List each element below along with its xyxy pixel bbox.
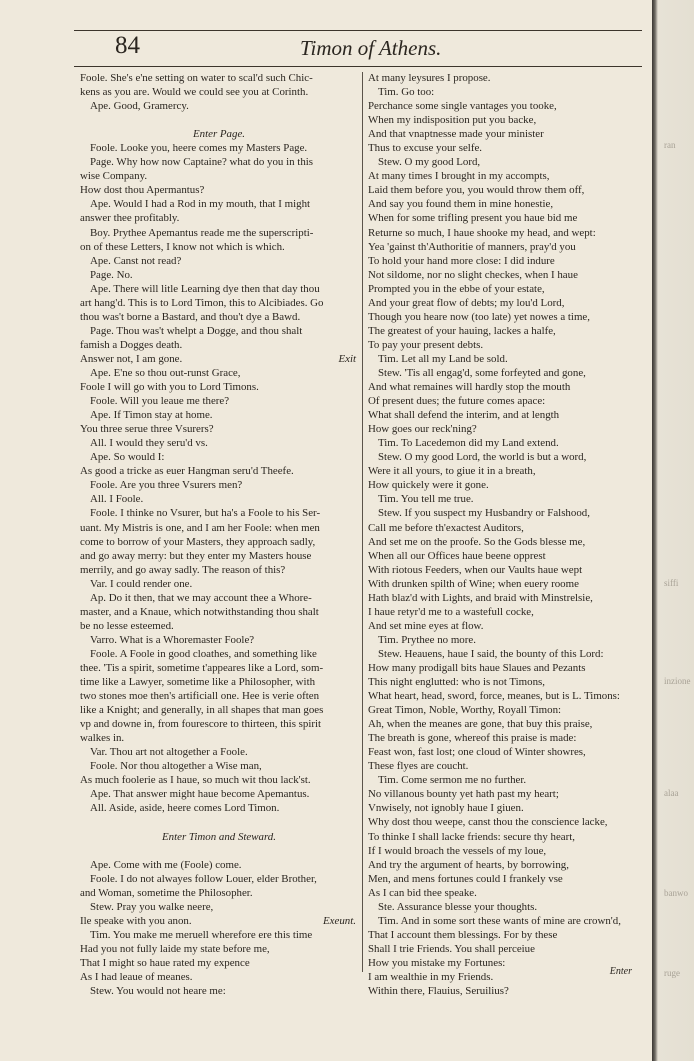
line-text: Thus to excuse your selfe. [368, 142, 483, 155]
text-line [80, 197, 358, 211]
text-line [80, 956, 358, 970]
text-line [368, 99, 640, 113]
line-text: These flyes are coucht. [368, 760, 469, 773]
text-line [80, 535, 358, 549]
line-text: At many times I brought in my accompts, [368, 170, 550, 183]
text-line [80, 85, 358, 99]
line-text: Foole. Looke you, heere comes my Masters Page. [90, 142, 308, 155]
line-text: merrily, and go away sadly. The reason of this? [80, 563, 286, 576]
text-line [368, 310, 640, 324]
line-text: I am wealthie in my Friends. [368, 971, 494, 983]
text-line [368, 366, 640, 380]
text-line [368, 422, 640, 436]
line-text: Tim. Let all my Land be sold. [378, 352, 508, 365]
text-line [80, 591, 358, 605]
line-text: Laid them before you, you would throw them off, [368, 184, 585, 197]
text-line [80, 815, 358, 829]
text-line [368, 464, 640, 478]
text-line [80, 183, 358, 197]
text-line [368, 85, 640, 99]
text-line [368, 703, 640, 717]
text-line [80, 549, 358, 563]
line-text: As good a tricke as euer Hangman seru'd Theefe. [80, 465, 294, 478]
line-text: Stew. Pray you walke neere, [90, 900, 214, 913]
text-line [368, 731, 640, 745]
line-text: I haue retyr'd me to a wastefull cocke, [368, 605, 534, 618]
line-text: on of these Letters, I know not which is which. [80, 240, 285, 253]
text-line [368, 787, 640, 801]
line-text: And that vnaptnesse made your minister [368, 128, 544, 141]
line-text: That I might so haue rated my expence [80, 956, 250, 969]
text-line [80, 464, 358, 478]
line-text: be no lesse esteemed. [80, 619, 174, 632]
text-line [368, 408, 640, 422]
text-line [80, 408, 358, 422]
text-line [80, 858, 358, 872]
line-text: That I account them blessings. For by these [368, 928, 558, 941]
text-line [368, 436, 640, 450]
exit-direction: Exeunt. [323, 914, 356, 927]
line-text: All. Aside, aside, heere comes Lord Timon. [90, 802, 280, 815]
line-text: Yea 'gainst th'Authoritie of manners, pray'd you [368, 240, 576, 253]
line-text: And set mine eyes at flow. [368, 619, 484, 632]
line-text: Foole I will go with you to Lord Timons. [80, 381, 259, 394]
text-line [368, 815, 640, 829]
line-text: At many leysures I propose. [368, 72, 491, 84]
line-text: Shall I trie Friends. You shall perceiue [368, 942, 535, 955]
text-line [80, 661, 358, 675]
text-line [368, 942, 640, 956]
text-line [80, 506, 358, 520]
text-line [80, 872, 358, 886]
line-text: Page. No. [90, 268, 133, 281]
text-line [368, 956, 640, 970]
text-line [368, 268, 640, 282]
text-line [80, 563, 358, 577]
text-line [368, 155, 640, 169]
text-line [80, 928, 358, 942]
line-text: Ape. There will litle Learning dye then that day thou [90, 282, 320, 295]
text-line [80, 282, 358, 296]
line-text: famish a Dogges death. [80, 338, 183, 351]
line-text: Though you heare now (too late) yet nowes a time, [368, 310, 590, 323]
line-text: Foole. Are you three Vsurers men? [90, 479, 243, 492]
text-line [80, 478, 358, 492]
text-line [80, 71, 358, 85]
text-line [80, 984, 358, 998]
line-text: Call me before th'exactest Auditors, [368, 521, 524, 534]
text-line [80, 647, 358, 661]
text-line [80, 577, 358, 591]
text-line [368, 352, 640, 366]
text-line [80, 619, 358, 633]
line-text: With riotous Feeders, when our Vaults haue wept [368, 563, 583, 576]
column-rule [362, 72, 363, 972]
line-text: Tim. Come sermon me no further. [378, 774, 527, 787]
line-text: Enter Timon and Steward. [162, 830, 276, 843]
line-text: Of present dues; the future comes apace: [368, 395, 546, 408]
line-text: Foole. I do not alwayes follow Louer, elder Brother, [90, 872, 317, 885]
line-text: Foole. Nor thou altogether a Wise man, [90, 760, 262, 773]
line-text: Perchance some single vantages you tooke, [368, 100, 557, 113]
catchword: Enter [609, 966, 632, 977]
show-through-text: banwo [664, 888, 688, 898]
line-text: Varro. What is a Whoremaster Foole? [90, 633, 255, 646]
text-line [368, 605, 640, 619]
line-text: Stew. You would not heare me: [90, 985, 226, 998]
line-text: Boy. Prythee Apemantus reade me the superscripti- [90, 226, 314, 239]
line-text: like a Knight; and generally, in all shapes that man goes [80, 704, 324, 717]
line-text: Ste. Assurance blesse your thoughts. [378, 900, 538, 913]
text-line [368, 689, 640, 703]
text-line [80, 240, 358, 254]
line-text: What shall defend the interim, and at length [368, 409, 560, 422]
text-line [80, 380, 358, 394]
line-text: Ape. Canst not read? [90, 254, 182, 267]
text-line [368, 450, 640, 464]
text-line [80, 352, 358, 366]
text-line [368, 858, 640, 872]
line-text: Page. Thou was't whelpt a Dogge, and thou shalt [90, 324, 303, 337]
text-line [80, 366, 358, 380]
text-line [80, 436, 358, 450]
line-text: Ile speake with you anon. [80, 914, 192, 927]
text-line [368, 647, 640, 661]
line-text: walkes in. [80, 732, 125, 745]
line-text: art hang'd. This is to Lord Timon, this to Alcibiades. Go [80, 296, 324, 309]
line-text: When all our Offices haue beene opprest [368, 549, 546, 562]
text-line [368, 801, 640, 815]
line-text: If I would broach the vessels of my loue, [368, 844, 547, 857]
header-bottom-rule [74, 66, 642, 67]
line-text: How goes our reck'ning? [368, 423, 477, 436]
line-text: This night englutted: who is not Timons, [368, 676, 545, 689]
line-text: And try the argument of hearts, by borrowing, [368, 858, 569, 871]
line-text: With drunken spilth of Wine; when euery roome [368, 577, 579, 590]
line-text: Had you not fully laide my state before me, [80, 942, 270, 955]
text-line [368, 296, 640, 310]
text-line [80, 450, 358, 464]
line-text: Stew. O my good Lord, [378, 156, 481, 169]
line-text: Men, and mens fortunes could I frankely vse [368, 872, 563, 885]
text-line [80, 492, 358, 506]
text-line [80, 633, 358, 647]
text-line [80, 605, 358, 619]
header-top-rule [74, 30, 642, 31]
line-text: Stew. If you suspect my Husbandry or Falshood, [378, 507, 590, 520]
text-line [80, 900, 358, 914]
text-line [80, 268, 358, 282]
line-text: And what remaines will hardly stop the mouth [368, 381, 571, 394]
line-text: How dost thou Apermantus? [80, 184, 205, 197]
line-text: thou was't borne a Bastard, and thou't dye a Bawd. [80, 310, 301, 323]
line-text: All. I Foole. [90, 493, 144, 506]
text-line [80, 745, 358, 759]
text-line [80, 296, 358, 310]
show-through-text: alaa [664, 788, 679, 798]
text-line [368, 380, 640, 394]
line-text: Tim. You make me meruell wherefore ere this time [90, 928, 313, 941]
text-line [80, 886, 358, 900]
text-line [368, 169, 640, 183]
line-text: thee. 'Tis a spirit, sometime t'appeares like a Lord, som- [80, 661, 324, 674]
text-line [80, 521, 358, 535]
line-text: All. I would they seru'd vs. [90, 437, 208, 450]
text-line [368, 338, 640, 352]
line-text: Ah, when the meanes are gone, that buy this praise, [368, 718, 593, 731]
text-line [80, 155, 358, 169]
text-line [368, 886, 640, 900]
text-line [80, 324, 358, 338]
line-text: vp and downe in, from fourescore to thirteen, this spirit [80, 718, 322, 731]
line-text: As I had leaue of meanes. [80, 971, 193, 983]
line-text: No villanous bounty yet hath past my heart; [368, 788, 559, 801]
text-line [368, 535, 640, 549]
text-line [368, 675, 640, 689]
line-text: Page. Why how now Captaine? what do you in this [90, 156, 314, 169]
text-line [368, 914, 640, 928]
line-text: time like a Lawyer, sometime like a Philosopher, with [80, 676, 316, 689]
line-text: Enter Page. [192, 128, 246, 141]
text-line [80, 717, 358, 731]
line-text: As much foolerie as I haue, so much wit thou lack'st. [80, 774, 311, 787]
stage-direction [80, 830, 358, 844]
text-line [80, 731, 358, 745]
text-line [80, 914, 358, 928]
line-text: Ap. Do it then, that we may account thee a Whore- [90, 591, 312, 604]
line-text: And say you found them in mine honestie, [368, 198, 554, 211]
stage-direction [80, 127, 358, 141]
line-text: Var. Thou art not altogether a Foole. [90, 746, 248, 759]
text-line [368, 661, 640, 675]
text-line [80, 773, 358, 787]
exit-direction: Exit [338, 352, 356, 365]
line-text: To pay your present debts. [368, 338, 484, 351]
text-line [368, 563, 640, 577]
line-text: When my indisposition put you backe, [368, 114, 537, 127]
line-text: come to borrow of your Masters, they approach sadly, [80, 535, 316, 548]
text-line [80, 211, 358, 225]
line-text: Foole. I thinke no Vsurer, but ha's a Foole to his Ser- [90, 507, 321, 520]
text-line [368, 549, 640, 563]
text-line [368, 619, 640, 633]
line-text: Were it all yours, to giue it in a breath, [368, 465, 536, 478]
text-line [80, 141, 358, 155]
text-line [368, 492, 640, 506]
text-line [80, 99, 358, 113]
text-line [80, 113, 358, 127]
text-line [80, 394, 358, 408]
line-text: Ape. That answer might haue become Apemantus. [90, 788, 310, 801]
show-through-text: siffi [664, 578, 679, 588]
line-text: Not sildome, nor no slight checkes, when I haue [368, 268, 578, 281]
line-text: Stew. 'Tis all engag'd, some forfeyted and gone, [378, 366, 586, 379]
line-text: wise Company. [80, 170, 148, 183]
line-text: Foole. Will you leaue me there? [90, 395, 230, 408]
text-line [368, 183, 640, 197]
line-text: You three serue three Vsurers? [80, 423, 214, 436]
text-line [368, 591, 640, 605]
line-text: Vnwisely, not ignobly haue I giuen. [368, 802, 524, 815]
text-line [80, 310, 358, 324]
text-line [80, 759, 358, 773]
text-line [80, 338, 358, 352]
text-line [80, 689, 358, 703]
line-text: Hath blaz'd with Lights, and braid with Minstrelsie, [368, 591, 593, 604]
text-line [368, 521, 640, 535]
line-text: and go away merry: but they enter my Masters house [80, 549, 312, 562]
text-line [368, 71, 640, 85]
line-text: master, and a Knaue, which notwithstanding thou shalt [80, 605, 319, 618]
line-text: Feast won, fast lost; one cloud of Winter showres, [368, 746, 586, 759]
text-line [368, 844, 640, 858]
text-line [368, 633, 640, 647]
text-line [368, 984, 640, 998]
line-text: As I can bid thee speake. [368, 886, 477, 899]
text-line [368, 759, 640, 773]
text-line [80, 226, 358, 240]
line-text: Ape. E'ne so thou out-runst Grace, [90, 366, 241, 379]
line-text: uant. My Mistris is one, and I am her Foole: when men [80, 521, 320, 534]
line-text: To thinke I shall lacke friends: secure thy heart, [368, 830, 575, 843]
text-line [368, 717, 640, 731]
line-text: Great Timon, Noble, Worthy, Royall Timon: [368, 704, 562, 717]
text-line [368, 928, 640, 942]
show-through-text: ruge [664, 968, 680, 978]
text-line [368, 506, 640, 520]
text-line [368, 577, 640, 591]
line-text: Tim. And in some sort these wants of mine are crown'd, [378, 914, 621, 927]
text-line [80, 703, 358, 717]
text-line [368, 900, 640, 914]
text-line [368, 872, 640, 886]
line-text: And set me on the proofe. So the Gods blesse me, [368, 535, 586, 548]
text-line [368, 745, 640, 759]
running-title: Timon of Athens. [300, 36, 442, 60]
line-text: Ape. If Timon stay at home. [90, 409, 213, 422]
text-line [368, 254, 640, 268]
text-line [368, 240, 640, 254]
line-text: How many prodigall bits haue Slaues and Pezants [368, 661, 586, 674]
line-text: Stew. O my good Lord, the world is but a word, [378, 451, 587, 464]
line-text: Ape. Would I had a Rod in my mouth, that I might [90, 198, 311, 211]
line-text: And your great flow of debts; my lou'd Lord, [368, 296, 565, 309]
line-text: kens as you are. Would we could see you at Corinth. [80, 86, 309, 99]
line-text: answer thee profitably. [80, 212, 180, 225]
line-text: Prompted you in the ebbe of your estate, [368, 282, 545, 295]
line-text: Foole. She's e'ne setting on water to scal'd such Chic- [80, 72, 313, 84]
text-line [368, 830, 640, 844]
text-line [80, 942, 358, 956]
line-text: Why dost thou weepe, canst thou the conscience lacke, [368, 816, 608, 829]
line-text: How you mistake my Fortunes: [368, 956, 506, 969]
line-text: What heart, head, sword, force, meanes, but is L. Timons: [368, 690, 620, 703]
line-text: Tim. You tell me true. [378, 493, 474, 506]
left-column [80, 71, 358, 998]
line-text: When for some trifling present you haue bid me [368, 212, 578, 225]
text-line [368, 113, 640, 127]
text-line [368, 478, 640, 492]
line-text: Var. I could render one. [90, 577, 193, 590]
text-line [368, 394, 640, 408]
line-text: The greatest of your hauing, lackes a halfe, [368, 324, 556, 337]
text-line [368, 324, 640, 338]
line-text: Ape. Good, Gramercy. [90, 100, 189, 113]
text-line [80, 254, 358, 268]
line-text: Within there, Flauius, Seruilius? [368, 985, 509, 998]
line-text: To hold your hand more close: I did indure [368, 254, 555, 267]
text-line [80, 169, 358, 183]
line-text: Ape. Come with me (Foole) come. [90, 858, 242, 871]
text-line [368, 197, 640, 211]
text-line [368, 141, 640, 155]
text-line [368, 282, 640, 296]
line-text: Tim. Prythee no more. [378, 633, 476, 646]
text-line [80, 844, 358, 858]
line-text: Returne so much, I haue shooke my head, and wept: [368, 226, 596, 239]
text-line [80, 675, 358, 689]
line-text: Ape. So would I: [90, 451, 165, 464]
line-text: Tim. Go too: [378, 86, 435, 99]
binding-gutter [652, 0, 694, 1061]
text-line [368, 211, 640, 225]
line-text: Tim. To Lacedemon did my Land extend. [378, 437, 559, 450]
line-text: The breath is gone, whereof this praise is made: [368, 732, 577, 745]
text-line [368, 773, 640, 787]
line-text: Answer not, I am gone. [80, 352, 183, 365]
line-text: How quickely were it gone. [368, 479, 489, 492]
page-number: 84 [115, 32, 140, 59]
text-line [368, 226, 640, 240]
text-line [80, 801, 358, 815]
text-line [368, 127, 640, 141]
line-text: and Woman, sometime the Philosopher. [80, 886, 253, 899]
show-through-text: inzione [664, 676, 691, 686]
line-text: two stones moe then's artificiall one. Hee is verie often [80, 690, 320, 703]
line-text: Foole. A Foole in good cloathes, and something like [90, 647, 317, 660]
text-line [80, 787, 358, 801]
line-text: Stew. Heauens, haue I said, the bounty of this Lord: [378, 647, 604, 660]
text-line [368, 970, 640, 984]
show-through-text: ran [664, 140, 676, 150]
text-line [80, 422, 358, 436]
text-line [80, 970, 358, 984]
right-column [368, 71, 640, 998]
